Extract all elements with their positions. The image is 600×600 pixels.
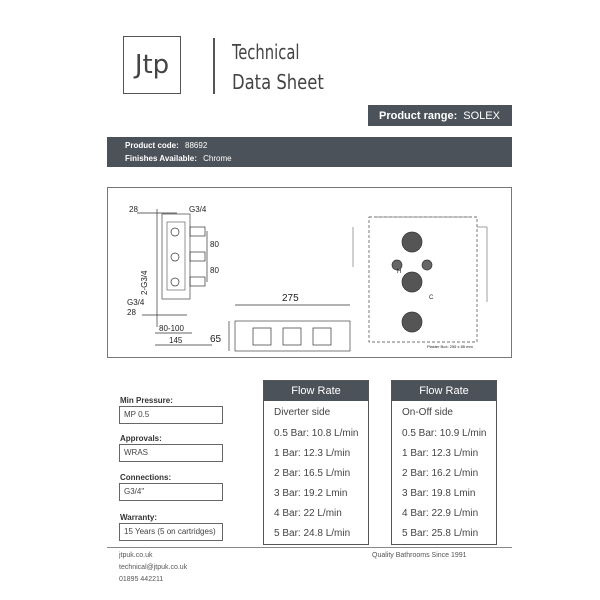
flow-row: 1 Bar: 12.3 L/min xyxy=(274,448,351,459)
header-divider xyxy=(213,38,215,94)
flow-row: 2 Bar: 16.5 L/min xyxy=(274,468,351,479)
min-pressure-label: Min Pressure: xyxy=(120,396,173,405)
valve-body xyxy=(162,214,190,299)
flow-table-on-off xyxy=(391,380,497,545)
faceplate xyxy=(235,321,350,351)
product-code-value: 88692 xyxy=(185,141,208,150)
plaster-box-note: Plaster Box: 255 x 85 mm xyxy=(427,344,473,349)
flow-row: 1 Bar: 12.3 L/min xyxy=(402,448,479,459)
handle-left xyxy=(253,328,271,345)
plaster-box-outline xyxy=(369,217,477,342)
product-range-label: Product range: xyxy=(379,109,458,122)
footer-divider xyxy=(107,547,512,548)
install-valve-mid xyxy=(402,272,422,292)
product-info-bar xyxy=(107,137,512,167)
flow-row: 5 Bar: 24.8 L/min xyxy=(274,528,351,539)
flow-subtitle: Diverter side xyxy=(274,407,331,418)
connections-value: G3/4" xyxy=(119,483,223,501)
flow-row: 3 Bar: 19.2 Lmin xyxy=(274,488,348,499)
finishes-label: Finishes Available: xyxy=(125,154,197,163)
flow-row: 4 Bar: 22.9 L/min xyxy=(402,508,479,519)
install-valve-top xyxy=(402,232,422,252)
port-top xyxy=(171,228,179,236)
finishes-value: Chrome xyxy=(203,154,232,163)
dim-65: 65 xyxy=(210,334,222,345)
conn-g34-bottom: G3/4 xyxy=(127,298,145,307)
finishes-row xyxy=(125,154,232,163)
warranty-value: 15 Years (5 on cartridges) xyxy=(119,523,223,541)
dim-80-b: 80 xyxy=(210,266,219,275)
flow-subtitle: On-Off side xyxy=(402,407,453,418)
flow-row: 0.5 Bar: 10.9 L/min xyxy=(402,428,487,439)
spindle-mid xyxy=(190,252,205,261)
flow-row: 2 Bar: 16.2 L/min xyxy=(402,468,479,479)
port-mid xyxy=(171,253,179,261)
valve-inner xyxy=(167,222,185,290)
flow-table-title: Flow Rate xyxy=(264,381,368,401)
handle-center xyxy=(283,328,301,345)
dim-28-bottom: 28 xyxy=(127,308,136,317)
dim-80-a: 80 xyxy=(210,240,219,249)
flow-table-title: Flow Rate xyxy=(392,381,496,401)
technical-drawing xyxy=(107,187,512,358)
spindle-top xyxy=(190,227,205,236)
front-view xyxy=(229,305,350,351)
flow-table-diverter xyxy=(263,380,369,545)
page-title-line1: Technical xyxy=(232,40,300,64)
product-code-label: Product code: xyxy=(125,141,179,150)
page-title-line2: Data Sheet xyxy=(232,70,324,94)
flow-row: 3 Bar: 19.8 Lmin xyxy=(402,488,476,499)
connections-label: Connections: xyxy=(120,473,172,482)
footer-phone: 01895 442211 xyxy=(119,576,164,583)
logo-text: Jtp xyxy=(134,50,170,80)
cold-label: C xyxy=(429,295,434,301)
port-bottom xyxy=(171,278,179,286)
approvals-value: WRAS xyxy=(119,444,223,462)
product-range-bar xyxy=(368,105,512,126)
brand-logo xyxy=(123,36,181,94)
install-view xyxy=(353,217,487,342)
dim-275: 275 xyxy=(282,293,299,304)
conn-g34-top: G3/4 xyxy=(189,205,207,214)
footer-website[interactable]: jtpuk.co.uk xyxy=(119,552,153,559)
product-range-value: SOLEX xyxy=(463,109,500,122)
warranty-label: Warranty: xyxy=(120,513,158,522)
flow-row: 5 Bar: 25.8 L/min xyxy=(402,528,479,539)
inlet-cold xyxy=(422,260,432,270)
dim-depth-range: 80-100 xyxy=(159,324,184,333)
install-valve-bottom xyxy=(402,312,422,332)
approvals-label: Approvals: xyxy=(120,434,162,443)
flow-row: 0.5 Bar: 10.8 L/min xyxy=(274,428,359,439)
spindle-bottom xyxy=(190,277,205,286)
min-pressure-value: MP 0.5 xyxy=(119,406,223,424)
dim-28-top: 28 xyxy=(129,205,138,214)
footer-email[interactable]: technical@jtpuk.co.uk xyxy=(119,564,188,571)
dim-depth: 145 xyxy=(169,336,183,345)
footer-tagline: Quality Bathrooms Since 1991 xyxy=(372,552,467,559)
flow-row: 4 Bar: 22 L/min xyxy=(274,508,342,519)
conn-2g34: 2-G3/4 xyxy=(140,270,149,295)
hot-label: H xyxy=(397,269,402,275)
handle-right xyxy=(313,328,331,345)
product-code-row xyxy=(125,141,207,150)
